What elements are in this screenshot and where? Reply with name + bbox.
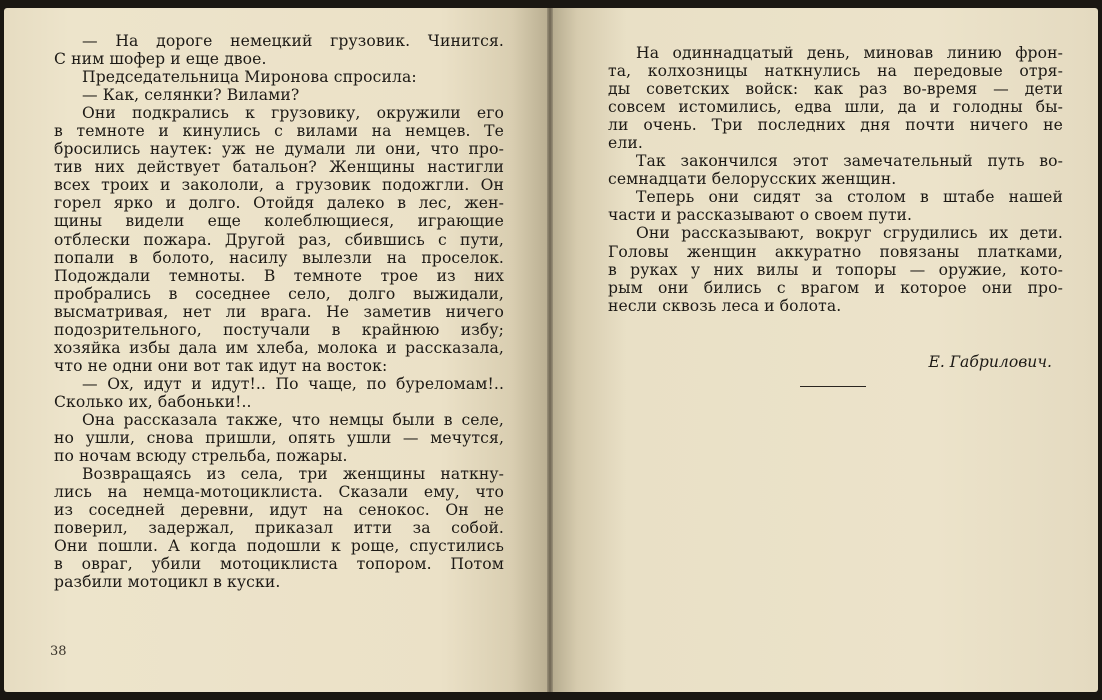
text-line: но ушли, снова пришли, опять ушли — мечутся, bbox=[54, 429, 504, 448]
text-line: С ним шофер и еще двое. bbox=[54, 50, 267, 69]
text-line: семнадцати белорусских женщин. bbox=[608, 170, 897, 189]
text-line: та, колхозницы наткнулись на передовые отря- bbox=[608, 62, 1063, 81]
text-line: подозрительного, постучали в крайнюю избу; bbox=[54, 320, 504, 339]
text-line: Сколько их, бабоньки!.. bbox=[54, 392, 252, 411]
text-line: Они пошли. А когда подошли к роще, спустились bbox=[54, 537, 504, 556]
text-line: в темноте и кинулись с вилами на немцев. Те bbox=[54, 122, 504, 141]
right-page bbox=[550, 8, 1098, 692]
end-divider bbox=[800, 386, 866, 387]
text-line: Они подкрались к грузовику, окружили его bbox=[82, 104, 504, 123]
text-line: по ночам всюду стрельба, пожары. bbox=[54, 447, 348, 466]
text-line: — На дороге немецкий грузовик. Чинится. bbox=[82, 32, 504, 50]
text-line: всех троих и закололи, а грузовик подожгли. Он bbox=[54, 176, 504, 195]
text-line: пробрались в соседнее село, долго выжидали, bbox=[54, 284, 504, 303]
text-line: ли очень. Три последних дня почти ничего не bbox=[608, 116, 1063, 135]
text-line: из соседней деревни, идут на сенокос. Он не bbox=[54, 501, 504, 520]
text-line: щины видели еще колеблющиеся, играющие bbox=[54, 212, 504, 231]
text-line: бросились наутек: уж не думали ли они, что про- bbox=[54, 140, 504, 159]
text-line: На одиннадцатый день, миновав линию фрон- bbox=[636, 44, 1063, 62]
text-line: лись на немца-мотоциклиста. Сказали ему, что bbox=[54, 483, 504, 502]
text-line: тив них действует батальон? Женщины настигли bbox=[54, 158, 504, 177]
text-line: отблески пожара. Другой раз, сбившись с пути, bbox=[54, 230, 504, 249]
text-line: Головы женщин аккуратно повязаны платками, bbox=[608, 242, 1063, 261]
text-line: ды советских войск: как раз во-время — дети bbox=[608, 80, 1063, 99]
text-line: разбили мотоцикл в куски. bbox=[54, 573, 281, 592]
text-line: в руках у них вилы и топоры — оружие, кото- bbox=[608, 260, 1063, 279]
text-line: Председательница Миронова спросила: bbox=[82, 68, 417, 87]
text-line: — Как, селянки? Вилами? bbox=[82, 86, 300, 105]
text-line: поверил, задержал, приказал итти за собой. bbox=[54, 519, 504, 538]
text-line: хозяйка избы дала им хлеба, молока и рассказала, bbox=[54, 338, 504, 357]
text-line: горел ярко и долго. Отойдя далеко в лес, жен- bbox=[54, 194, 504, 213]
text-line: Теперь они сидят за столом в штабе нашей bbox=[636, 188, 1063, 207]
author-signature: Е. Габрилович. bbox=[928, 353, 1052, 371]
text-line: Так закончился этот замечательный путь во- bbox=[636, 152, 1063, 171]
text-line: несли сквозь леса и болота. bbox=[608, 296, 842, 315]
page-number: 38 bbox=[50, 644, 67, 659]
text-line: Подождали темноты. В темноте трое из них bbox=[54, 266, 504, 285]
left-page-text bbox=[54, 32, 504, 591]
text-line: в овраг, убили мотоциклиста топором. Потом bbox=[54, 555, 504, 574]
left-page bbox=[4, 8, 550, 692]
text-line: высматривая, нет ли врага. Не заметив ничего bbox=[54, 302, 504, 321]
text-line: Они рассказывают, вокруг сгрудились их дети. bbox=[636, 224, 1063, 243]
text-line: части и рассказывают о своем пути. bbox=[608, 206, 913, 225]
right-page-text bbox=[608, 44, 1063, 315]
text-line: Она рассказала также, что немцы были в селе, bbox=[82, 410, 504, 429]
text-line: Возвращаясь из села, три женщины наткну- bbox=[82, 465, 504, 484]
text-line: совсем истомились, едва шли, да и голодны бы- bbox=[608, 98, 1063, 117]
text-line: что не одни они вот так идут на восток: bbox=[54, 356, 388, 375]
text-line: попали в болото, насилу вылезли на проселок. bbox=[54, 248, 504, 267]
text-line: рым они бились с врагом и которое они про- bbox=[608, 278, 1063, 297]
book-gutter bbox=[547, 8, 553, 692]
text-line: ели. bbox=[608, 134, 643, 153]
text-line: — Ох, идут и идут!.. По чаще, по буреломам!.. bbox=[82, 374, 504, 393]
